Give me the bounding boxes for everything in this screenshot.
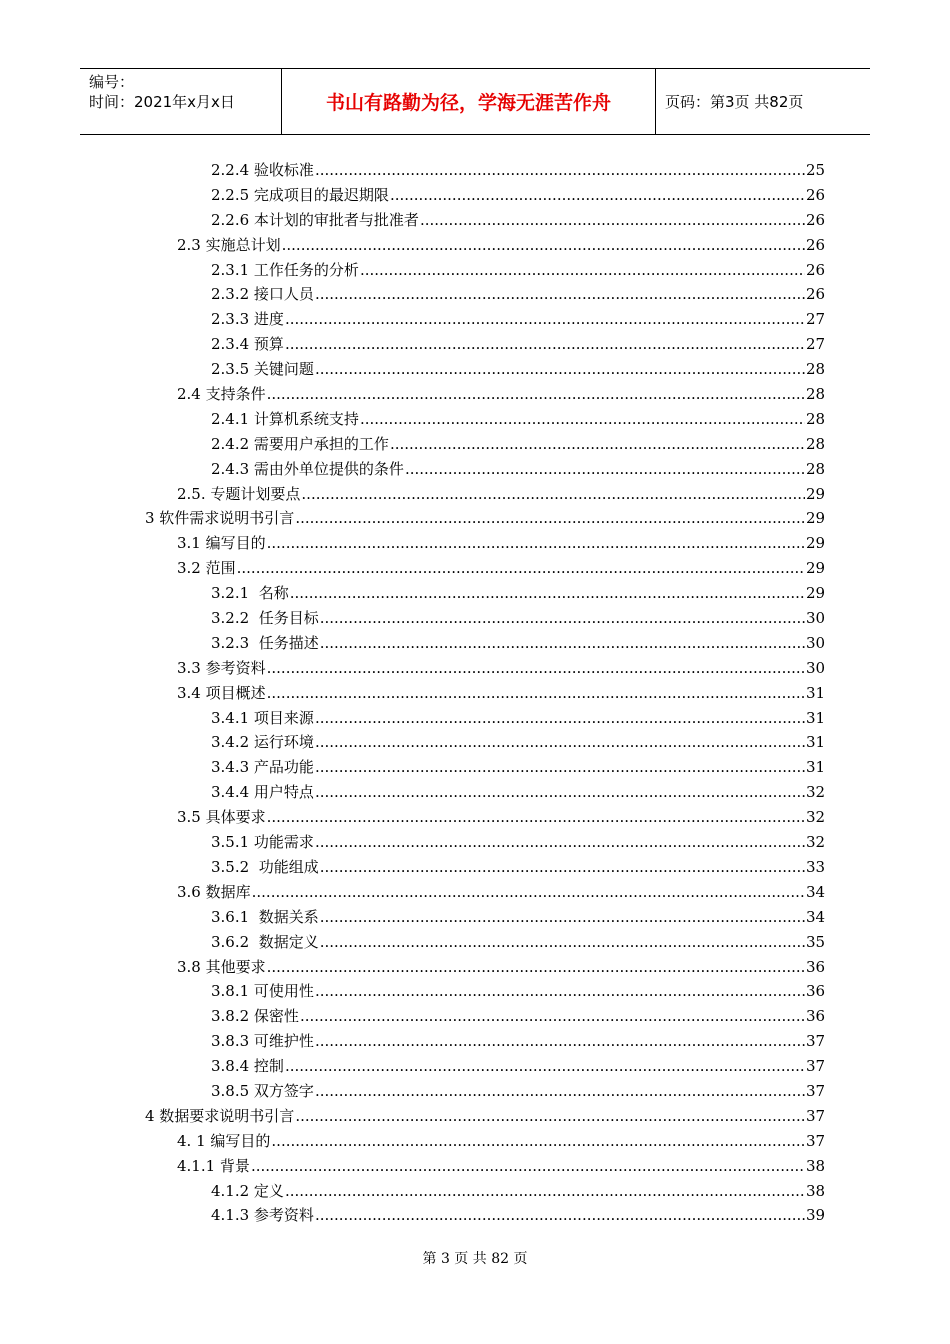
toc-entry[interactable]	[0, 1203, 950, 1228]
toc-entry-page: 38	[806, 1181, 826, 1200]
toc-entry[interactable]	[0, 1154, 950, 1179]
toc-entry-page: 29	[806, 509, 826, 528]
toc-entry-title: 4.1.2 定义	[211, 1181, 284, 1200]
toc-entry-title: 2.3.2 接口人员	[211, 285, 314, 304]
toc-entry-title: 3 软件需求说明书引言	[145, 509, 295, 528]
toc-dot-leader	[267, 955, 805, 980]
page-header	[80, 68, 870, 135]
toc-entry[interactable]	[0, 332, 950, 357]
doc-number-label: 编号：	[89, 73, 135, 91]
toc-entry[interactable]	[0, 282, 950, 307]
toc-entry-title: 4 数据要求说明书引言	[145, 1106, 295, 1125]
toc-entry-page: 29	[806, 534, 826, 553]
toc-entry[interactable]	[0, 1054, 950, 1079]
toc-entry[interactable]	[0, 581, 950, 606]
toc-entry[interactable]	[0, 880, 950, 905]
toc-entry[interactable]	[0, 805, 950, 830]
toc-dot-leader	[290, 581, 805, 606]
toc-entry-title: 2.2.6 本计划的审批者与批准者	[211, 210, 419, 229]
toc-dot-leader	[285, 332, 805, 357]
toc-dot-leader	[360, 407, 805, 432]
toc-entry-title: 2.3.5 关键问题	[211, 360, 314, 379]
header-page-cell	[656, 69, 870, 134]
toc-entry-title: 2.4.1 计算机系统支持	[211, 409, 359, 428]
toc-entry-title: 2.3 实施总计划	[177, 235, 281, 254]
toc-dot-leader	[315, 357, 805, 382]
toc-entry-title: 4.1.1 背景	[177, 1156, 250, 1175]
toc-entry-title: 3.4.4 用户特点	[211, 783, 314, 802]
toc-entry[interactable]	[0, 531, 950, 556]
toc-entry[interactable]	[0, 606, 950, 631]
toc-entry[interactable]	[0, 307, 950, 332]
toc-entry-page: 27	[806, 310, 826, 329]
toc-entry[interactable]	[0, 357, 950, 382]
toc-entry-title: 2.5. 专题计划要点	[177, 484, 301, 503]
toc-entry-title: 3.5.1 功能需求	[211, 833, 314, 852]
toc-entry[interactable]	[0, 1004, 950, 1029]
toc-dot-leader	[267, 382, 805, 407]
toc-entry[interactable]	[0, 382, 950, 407]
toc-entry[interactable]	[0, 482, 950, 507]
toc-entry-title: 2.3.1 工作任务的分析	[211, 260, 359, 279]
toc-entry-page: 26	[806, 260, 826, 279]
toc-entry[interactable]	[0, 258, 950, 283]
toc-entry[interactable]	[0, 1029, 950, 1054]
toc-entry-title: 3.4.3 产品功能	[211, 758, 314, 777]
toc-dot-leader	[320, 606, 805, 631]
toc-entry-page: 28	[806, 434, 826, 453]
toc-entry-page: 34	[806, 882, 826, 901]
motto-text: 书山有路勤为径，学海无涯苦作舟	[325, 92, 611, 114]
toc-dot-leader	[315, 1079, 805, 1104]
toc-entry-title: 3.2.2 任务目标	[211, 609, 319, 628]
toc-entry-title: 3.6 数据库	[177, 882, 251, 901]
page-footer	[0, 1248, 950, 1268]
toc-entry-page: 28	[806, 360, 826, 379]
toc-entry[interactable]	[0, 158, 950, 183]
toc-entry[interactable]	[0, 755, 950, 780]
toc-dot-leader	[251, 1154, 805, 1179]
toc-entry-page: 39	[806, 1206, 826, 1225]
toc-entry-title: 3.6.2 数据定义	[211, 932, 319, 951]
toc-dot-leader	[315, 158, 805, 183]
toc-dot-leader	[267, 656, 805, 681]
toc-entry[interactable]	[0, 1104, 950, 1129]
toc-entry[interactable]	[0, 407, 950, 432]
toc-dot-leader	[300, 1004, 805, 1029]
toc-entry-page: 32	[806, 833, 826, 852]
toc-entry-page: 37	[806, 1032, 826, 1051]
toc-entry-page: 36	[806, 982, 826, 1001]
toc-dot-leader	[295, 1104, 805, 1129]
toc-dot-leader	[420, 208, 805, 233]
toc-dot-leader	[285, 307, 805, 332]
toc-dot-leader	[360, 258, 805, 283]
time-label: 时间：2021年x月x日	[89, 93, 235, 111]
toc-entry-page: 31	[806, 758, 826, 777]
toc-entry-title: 3.8 其他要求	[177, 957, 266, 976]
toc-entry-page: 26	[806, 185, 826, 204]
toc-entry-title: 4.1.3 参考资料	[211, 1206, 314, 1225]
toc-entry[interactable]	[0, 432, 950, 457]
toc-entry[interactable]	[0, 930, 950, 955]
toc-entry[interactable]	[0, 656, 950, 681]
toc-entry-title: 3.3 参考资料	[177, 658, 266, 677]
toc-dot-leader	[271, 1129, 805, 1154]
toc-dot-leader	[320, 631, 805, 656]
toc-entry-title: 2.4.3 需由外单位提供的条件	[211, 459, 404, 478]
toc-entry[interactable]	[0, 631, 950, 656]
toc-dot-leader	[315, 755, 805, 780]
toc-dot-leader	[267, 805, 805, 830]
toc-entry-page: 25	[806, 161, 826, 179]
toc-entry-page: 27	[806, 335, 826, 354]
toc-entry-page: 37	[806, 1057, 826, 1076]
toc-entry-page: 36	[806, 1007, 826, 1026]
toc-dot-leader	[282, 233, 805, 258]
toc-dot-leader	[390, 183, 805, 208]
toc-entry-page: 31	[806, 733, 826, 752]
toc-entry-page: 29	[806, 584, 826, 603]
footer-page-number: 第 3 页 共 82 页	[422, 1251, 528, 1267]
toc-entry-page: 35	[806, 932, 826, 951]
toc-entry-title: 3.2 范围	[177, 559, 236, 578]
toc-entry-page: 28	[806, 385, 826, 404]
toc-entry-page: 30	[806, 658, 826, 677]
toc-entry-title: 3.2.3 任务描述	[211, 633, 319, 652]
toc-dot-leader	[315, 1029, 805, 1054]
toc-entry[interactable]	[0, 506, 950, 531]
toc-dot-leader	[285, 1179, 805, 1204]
toc-dot-leader	[237, 556, 805, 581]
toc-entry[interactable]	[0, 208, 950, 233]
toc-dot-leader	[405, 457, 805, 482]
toc-entry[interactable]	[0, 183, 950, 208]
toc-entry-page: 37	[806, 1131, 826, 1150]
toc-entry[interactable]	[0, 1079, 950, 1104]
toc-dot-leader	[315, 282, 805, 307]
toc-entry-title: 3.4.2 运行环境	[211, 733, 314, 752]
toc-dot-leader	[315, 830, 805, 855]
toc-entry-title: 2.3.4 预算	[211, 335, 284, 354]
header-page-label: 页码：第3页 共82页	[665, 93, 804, 111]
toc-entry-title: 3.6.1 数据关系	[211, 907, 319, 926]
toc-dot-leader	[320, 930, 805, 955]
toc-entry-page: 30	[806, 609, 826, 628]
toc-entry[interactable]	[0, 706, 950, 731]
toc-entry[interactable]	[0, 730, 950, 755]
toc-entry-title: 3.4.1 项目来源	[211, 708, 314, 727]
toc-entry-title: 3.4 项目概述	[177, 683, 266, 702]
toc-entry-page: 37	[806, 1081, 826, 1100]
toc-entry-page: 34	[806, 907, 826, 926]
toc-entry-page: 32	[806, 783, 826, 802]
toc-entry-page: 26	[806, 210, 826, 229]
toc-entry-title: 3.5 具体要求	[177, 808, 266, 827]
toc-entry-title: 3.8.3 可维护性	[211, 1032, 314, 1051]
toc-entry-page: 38	[806, 1156, 826, 1175]
toc-entry-title: 2.2.5 完成项目的最迟期限	[211, 185, 389, 204]
toc-entry[interactable]	[0, 233, 950, 258]
toc-entry-page: 29	[806, 559, 826, 578]
toc-dot-leader	[315, 780, 805, 805]
toc-dot-leader	[285, 1054, 805, 1079]
toc-dot-leader	[315, 730, 805, 755]
toc-entry-title: 3.8.1 可使用性	[211, 982, 314, 1001]
toc-entry-title: 2.4 支持条件	[177, 385, 266, 404]
toc-entry-page: 26	[806, 235, 826, 254]
toc-entry-title: 3.8.4 控制	[211, 1057, 284, 1076]
toc-entry[interactable]	[0, 905, 950, 930]
toc-entry-page: 26	[806, 285, 826, 304]
toc-entry-page: 31	[806, 683, 826, 702]
toc-dot-leader	[295, 506, 805, 531]
toc-entry[interactable]	[0, 556, 950, 581]
toc-entry-page: 28	[806, 459, 826, 478]
toc-dot-leader	[315, 706, 805, 731]
header-meta-cell	[80, 69, 282, 134]
toc-entry-page: 32	[806, 808, 826, 827]
toc-entry[interactable]	[0, 681, 950, 706]
toc-entry-page: 30	[806, 633, 826, 652]
toc-dot-leader	[301, 482, 805, 507]
toc-entry[interactable]	[0, 1129, 950, 1154]
toc-dot-leader	[315, 1203, 805, 1228]
toc-entry-title: 3.8.5 双方签字	[211, 1081, 314, 1100]
toc-entry-title: 3.1 编写目的	[177, 534, 266, 553]
toc-entry[interactable]	[0, 1179, 950, 1204]
toc-entry[interactable]	[0, 979, 950, 1004]
toc-dot-leader	[267, 681, 805, 706]
header-motto-cell	[282, 69, 656, 134]
toc-entry-page: 28	[806, 409, 826, 428]
toc-entry-page: 29	[806, 484, 826, 503]
toc-entry-page: 33	[806, 857, 826, 876]
toc-dot-leader	[390, 432, 805, 457]
toc-entry-title: 2.4.2 需要用户承担的工作	[211, 434, 389, 453]
toc-entry[interactable]	[0, 955, 950, 980]
toc-entry[interactable]	[0, 830, 950, 855]
toc-entry-title: 3.5.2 功能组成	[211, 857, 319, 876]
toc-entry-title: 2.3.3 进度	[211, 310, 284, 329]
toc-dot-leader	[320, 855, 805, 880]
toc-entry-title: 3.8.2 保密性	[211, 1007, 299, 1026]
toc-dot-leader	[315, 979, 805, 1004]
toc-entry[interactable]	[0, 457, 950, 482]
toc-entry-title: 3.2.1 名称	[211, 584, 289, 603]
toc-dot-leader	[252, 880, 805, 905]
toc-dot-leader	[267, 531, 805, 556]
toc-entry[interactable]	[0, 780, 950, 805]
toc-entry-page: 36	[806, 957, 826, 976]
toc-entry-page: 37	[806, 1106, 826, 1125]
toc-dot-leader	[320, 905, 805, 930]
toc-entry-title: 4. 1 编写目的	[177, 1131, 271, 1150]
toc-entry-title: 2.2.4 验收标准	[211, 161, 314, 179]
toc-entry[interactable]	[0, 855, 950, 880]
toc-entry-page: 31	[806, 708, 826, 727]
table-of-contents	[0, 158, 950, 1228]
